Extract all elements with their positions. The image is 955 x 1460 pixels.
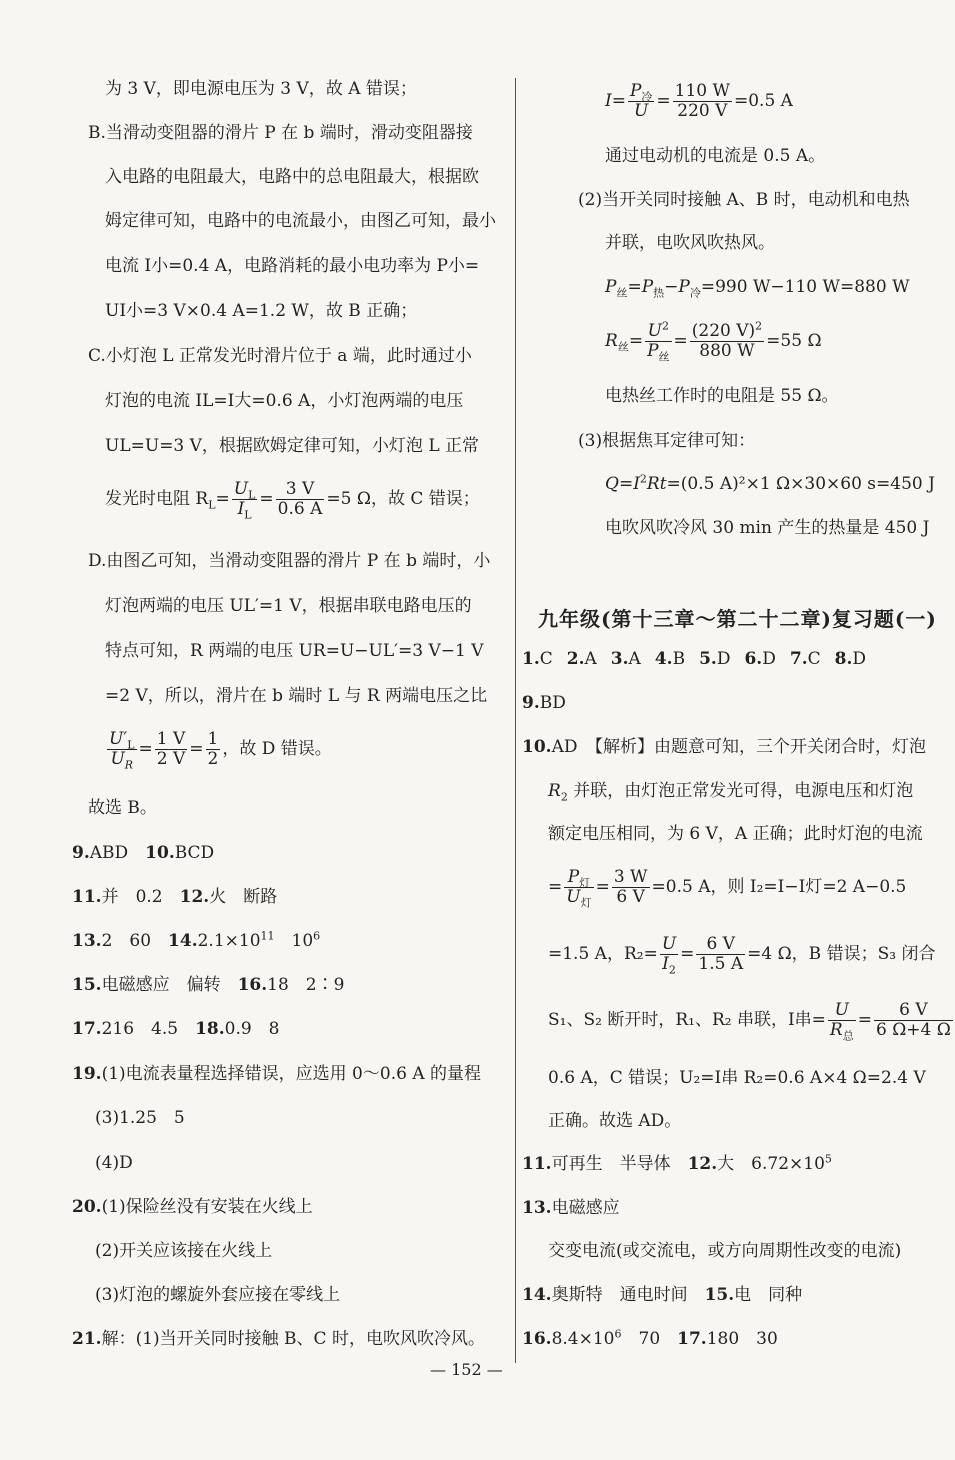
mc-answer	[611, 649, 641, 669]
text-line: 电热丝工作时的电阻是 55 Ω。	[605, 386, 839, 406]
text-line: D.由图乙可知，当滑动变阻器的滑片 P 在 b 端时，小	[88, 551, 491, 571]
numerator: 3 V	[276, 480, 325, 500]
text-line: 为 3 V，即电源电压为 3 V，故 A 错误；	[105, 79, 417, 99]
fraction: $\frac{6 V}{1.5 A}$	[698, 934, 744, 974]
text-line: 姆定律可知，电路中的电流最小，由图乙可知，最小	[105, 211, 496, 231]
column-divider	[515, 78, 516, 1363]
answer-line: 13.2 60 $14.2.1\times 10^{11}$ $10^6$	[72, 929, 321, 951]
fraction: $\frac{3 W}{6 V}$	[613, 867, 648, 907]
answer-value: B	[672, 649, 686, 669]
text-line: 灯泡的电流 IL=I大=0.6 A，小灯泡两端的电压	[105, 391, 464, 411]
fraction: $\frac{P_灯}{U_灯}$	[566, 867, 592, 910]
fraction: $\frac{U^2}{P_丝}$	[647, 319, 670, 364]
answer-value: C	[807, 649, 821, 669]
question-number: 2.	[566, 649, 585, 669]
fraction: $\frac{U_L}{I_L}$	[233, 479, 256, 522]
fraction	[276, 480, 325, 519]
answer-line: 9.ABD 10.BCD	[72, 843, 215, 863]
mc-answer	[655, 649, 685, 669]
formula-line: $P_丝=P_热-P_冷=990$ W−110 W=880 W	[605, 277, 910, 300]
mc-answer	[567, 649, 597, 669]
mc-answer-row	[522, 648, 880, 670]
text-line: $R_2$ 并联，由灯泡正常发光可得，电源电压和灯泡	[548, 781, 914, 804]
answer-value: D	[852, 649, 867, 669]
text-line: =2 V，所以，滑片在 b 端时 L 与 R 两端电压之比	[105, 686, 488, 706]
text-line: 电吹风吹冷风 30 min 产生的热量是 450 J	[605, 518, 930, 538]
text-line: 并联，电吹风吹热风。	[605, 233, 775, 253]
answer-line: (3)1.25 5	[95, 1108, 185, 1128]
denominator: 2	[207, 749, 219, 769]
answer-value: D	[762, 649, 776, 669]
answer-line: 19.(1)电流表量程选择错误，应选用 0～0.6 A 的量程	[72, 1064, 481, 1084]
formula-line: =1.5 A，R₂= $\frac{U}{I_2}$ = $\frac{6 V}{1.5 A}$ =4 Ω，B 错误；S₃ 闭合	[548, 934, 936, 977]
mc-answer	[699, 649, 730, 669]
question-number: 3.	[610, 649, 629, 669]
fraction	[206, 730, 221, 769]
text-line: 入电路的电阻最大，电路中的总电阻最大，根据欧	[105, 167, 479, 187]
section-heading: 九年级(第十三章～第二十二章)复习题(一)	[538, 607, 937, 631]
answer-line: 17.216 4.5 18.0.9 8	[72, 1019, 280, 1039]
answer-line: 21.解：(1)当开关同时接触 B、C 时，电吹风吹冷风。	[72, 1329, 485, 1349]
fraction: $\frac{U}{R_总}$	[829, 1000, 854, 1043]
formula-suffix: =5 Ω，故 C 错误；	[326, 489, 480, 509]
numerator: 1	[207, 729, 219, 749]
page-number: — 152 —	[430, 1360, 503, 1379]
text-line: (2)当开关同时接触 A、B 时，电动机和电热	[578, 190, 910, 210]
formula-line: $Q=I^2Rt=(0.5$ A)²×1 Ω×30×60 s=450 J	[605, 472, 935, 494]
formula-line: $R_丝=$ $\frac{U^2}{P_丝}$ = $\frac{(220 V)^2}{880 W}$ =55 Ω	[605, 319, 822, 364]
answer-line: (3)灯泡的螺旋外套应接在零线上	[95, 1285, 341, 1305]
text-line: (3)根据焦耳定律可知：	[578, 431, 756, 451]
question-number: 6.	[744, 649, 763, 669]
question-number: 5.	[699, 649, 717, 669]
fraction: $\frac{U}{I_2}$	[661, 934, 677, 977]
answer-line: $16.8.4\times 10^6$ 70 17.180 30	[522, 1327, 778, 1349]
mc-answer	[744, 649, 775, 669]
text-line: 0.6 A，C 错误；U₂=I串 R₂=0.6 A×4 Ω=2.4 V	[548, 1068, 926, 1088]
formula-line: S₁、S₂ 断开时，R₁、R₂ 串联，I串= $\frac{U}{R_总}$ = $\frac{6 V}{6 \Omega+4 \Omega}$	[548, 1000, 951, 1043]
mc-answer	[790, 649, 821, 669]
answer-line: 9.BD	[522, 693, 566, 713]
question-number: 8.	[834, 649, 853, 669]
answer-line: 交变电流(或交流电，或方向周期性改变的电流)	[548, 1241, 902, 1261]
text-line: UI小=3 V×0.4 A=1.2 W，故 B 正确；	[105, 301, 418, 321]
fraction: $\frac{110 W}{220 V}$	[674, 81, 730, 121]
formula-line: 发光时电阻 $R_L=$ $\frac{U_L}{I_L}$ = $\frac{3 V}{0.6 A}$ =5 Ω，故 C 错误；	[105, 479, 480, 522]
text-line: C.小灯泡 L 正常发光时滑片位于 a 端，此时通过小	[88, 346, 472, 366]
formula-prefix: 发光时电阻 R	[105, 489, 209, 509]
text-line: 故选 B。	[88, 798, 157, 818]
answer-line: 11.可再生 半导体 12.大 $6.72\times 10^5$	[522, 1152, 832, 1174]
text-line: 额定电压相同，为 6 V，A 正确；此时灯泡的电流	[548, 824, 923, 844]
text-line: 灯泡两端的电压 UL′=1 V，根据串联电路电压的	[105, 596, 472, 616]
question-number: 7.	[789, 649, 808, 669]
formula-line: $\frac{U'_L}{U_R}$ = $\frac{1 V}{2 V}$ = $\frac{1}{2}$ ，故 D 错误。	[109, 729, 332, 772]
answer-value: A	[628, 649, 641, 669]
answer-value: A	[584, 649, 597, 669]
answer-line: (2)开关应该接在火线上	[95, 1241, 273, 1261]
answer-line: 11.并 0.2 12.火 断路	[72, 887, 278, 907]
numerator: U	[233, 479, 249, 499]
denominator: 2 V	[156, 749, 186, 769]
answer-line: 13.电磁感应	[522, 1198, 620, 1218]
mc-answer	[835, 649, 866, 669]
answer-line: (4)D	[95, 1153, 133, 1173]
text-line: 特点可知，R 两端的电压 UR=U−UL′=3 V−1 V	[105, 641, 484, 661]
text-line: UL=U=3 V，根据欧姆定律可知，小灯泡 L 正常	[105, 436, 480, 456]
answer-line: 14.奥斯特 通电时间 15.电 同种	[522, 1285, 803, 1305]
denominator: I	[237, 499, 245, 519]
text-line: B.当滑动变阻器的滑片 P 在 b 端时，滑动变阻器接	[88, 123, 473, 143]
formula-subscript: L	[208, 498, 216, 512]
fraction	[155, 730, 188, 769]
answer-value: D	[716, 649, 731, 669]
answer-line: 10.AD 【解析】由题意可知，三个开关闭合时，灯泡	[522, 737, 926, 757]
text-line: 正确。故选 AD。	[548, 1111, 682, 1131]
denominator: 0.6 A	[277, 499, 323, 519]
formula-line: = $\frac{P_灯}{U_灯}$ = $\frac{3 W}{6 V}$ =0.5 A，则 I₂=I−I灯=2 A−0.5	[548, 867, 907, 910]
answer-line: 15.电磁感应 偏转 16.18 2∶9	[72, 975, 345, 995]
fraction: $\frac{U'_L}{U_R}$	[109, 729, 135, 772]
text-line: 通过电动机的电流是 0.5 A。	[605, 146, 826, 166]
fraction: $\frac{P_冷}{U}$	[629, 81, 653, 121]
answer-line: 20.(1)保险丝没有安装在火线上	[72, 1197, 313, 1217]
fraction: $\frac{6 V}{6 \Omega+4 \Omega}$	[875, 1000, 951, 1040]
numerator: 1 V	[156, 729, 186, 749]
question-number: 4.	[654, 649, 673, 669]
formula-suffix: ，故 D 错误。	[222, 739, 332, 759]
question-number: 1.	[522, 649, 540, 669]
mc-answer	[522, 649, 553, 669]
formula-line: I= $\frac{P_冷}{U}$ = $\frac{110 W}{220 V}$ =0.5 A	[605, 81, 793, 121]
answer-value: C	[539, 649, 553, 669]
fraction: $\frac{(220 V)^2}{880 W}$	[691, 319, 763, 361]
text-line: 电流 I小=0.4 A，电路消耗的最小电功率为 P小=	[105, 256, 480, 276]
